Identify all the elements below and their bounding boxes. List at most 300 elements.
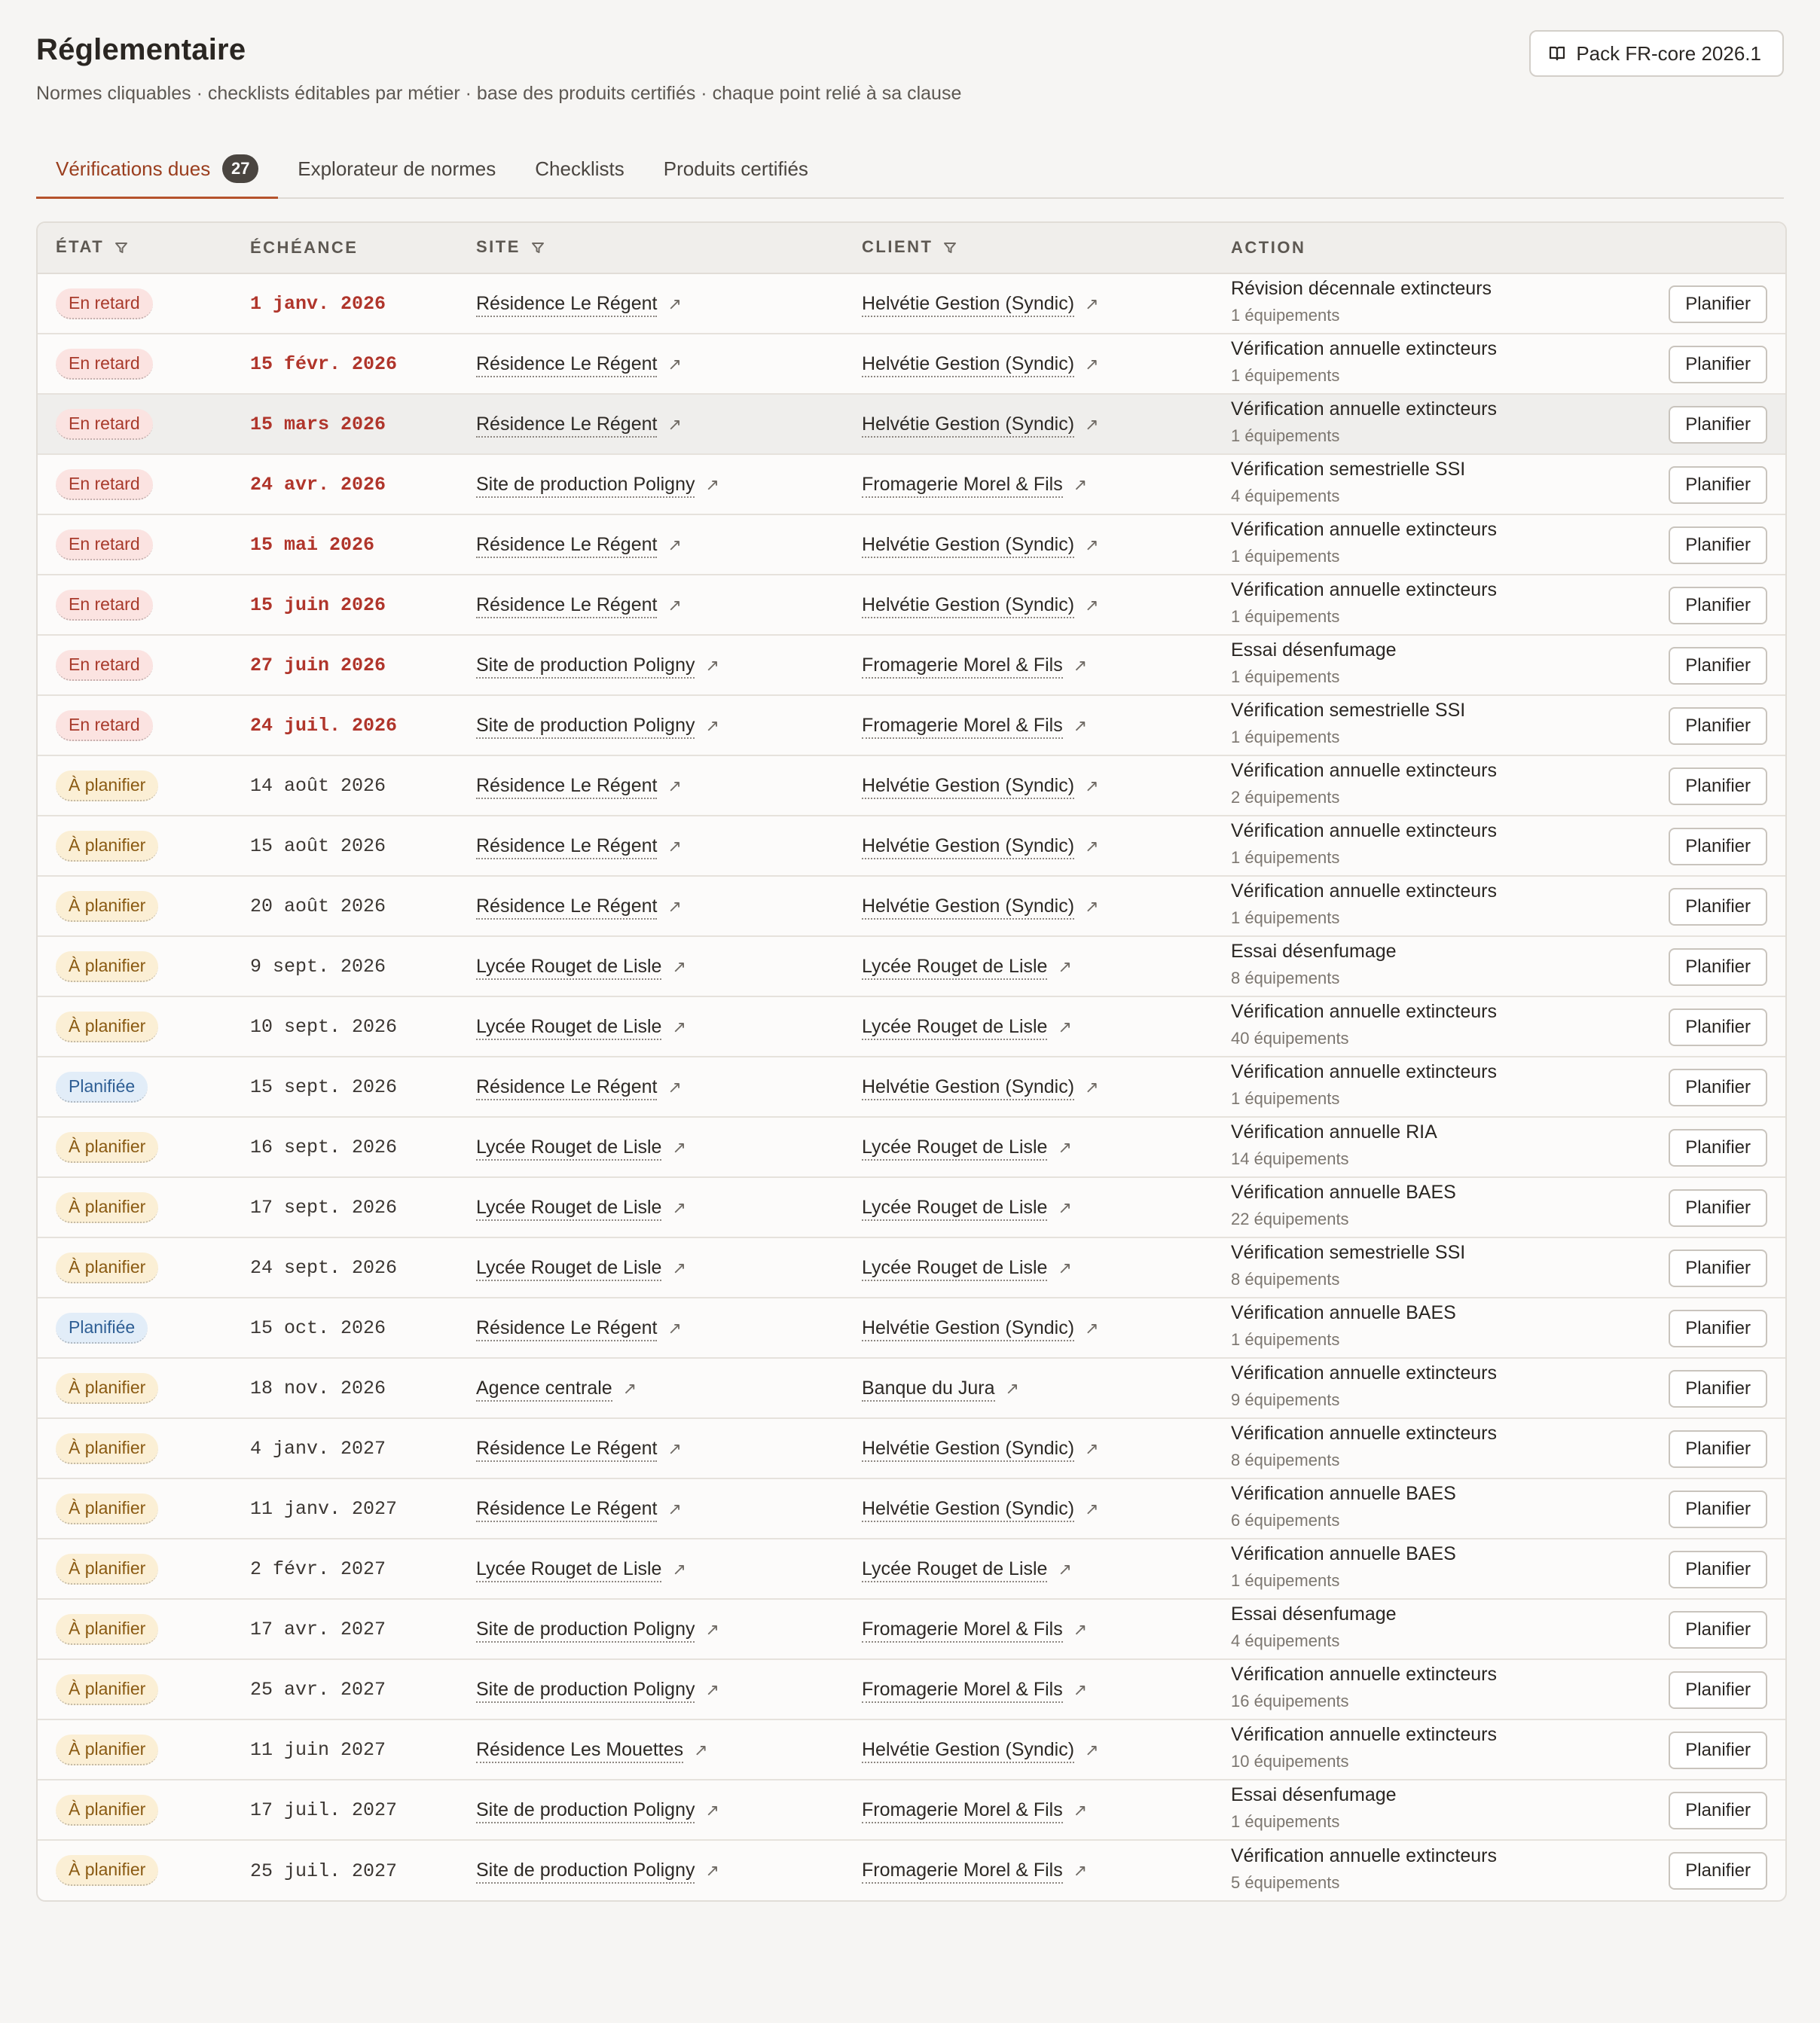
client-link[interactable]: Lycée Rouget de Lisle	[862, 1558, 1047, 1582]
external-link-icon[interactable]: ↗	[705, 1800, 719, 1820]
site-link[interactable]: Résidence Le Régent	[476, 534, 657, 558]
external-link-icon[interactable]: ↗	[667, 836, 682, 856]
table-row	[38, 1719, 1785, 1780]
site-link[interactable]: Résidence Le Régent	[476, 353, 657, 377]
client-link[interactable]: Helvétie Gestion (Syndic)	[862, 353, 1074, 377]
due-date-cell	[232, 1418, 458, 1478]
planifier-button[interactable]: Planifier	[1669, 1370, 1767, 1408]
table-row	[38, 1599, 1785, 1659]
external-link-icon[interactable]: ↗	[667, 1318, 682, 1338]
action-title: Vérification annuelle extincteurs	[1231, 579, 1497, 600]
due-date-cell	[232, 1599, 458, 1659]
action-title: Vérification annuelle extincteurs	[1231, 398, 1497, 420]
state-cell	[38, 1780, 232, 1840]
page-subtitle: Normes cliquables · checklists éditables par métier · base des produits certifiés · chaque point relié à sa clause	[36, 83, 962, 104]
action-cell	[1213, 334, 1785, 394]
action-cell	[1213, 996, 1785, 1057]
tab-checklists[interactable]	[515, 140, 643, 197]
action-cell	[1213, 273, 1785, 334]
site-link[interactable]: Site de production Poligny	[476, 654, 695, 679]
planifier-button[interactable]: Planifier	[1669, 1732, 1767, 1769]
external-link-icon[interactable]: ↗	[1085, 776, 1099, 795]
table-row	[38, 755, 1785, 816]
planifier-button[interactable]: Planifier	[1669, 1129, 1767, 1167]
table-row	[38, 1659, 1785, 1719]
external-link-icon[interactable]: ↗	[1085, 354, 1099, 374]
client-link[interactable]: Helvétie Gestion (Syndic)	[862, 835, 1074, 859]
table-row	[38, 1177, 1785, 1237]
planifier-button[interactable]: Planifier	[1669, 1611, 1767, 1649]
external-link-icon[interactable]: ↗	[672, 1017, 686, 1036]
due-date-cell	[232, 1478, 458, 1539]
site-link[interactable]: Résidence Le Régent	[476, 1498, 657, 1522]
equipment-count: 14 équipements	[1231, 1149, 1349, 1168]
action-title: Vérification annuelle extincteurs	[1231, 1001, 1497, 1022]
client-link[interactable]: Helvétie Gestion (Syndic)	[862, 1076, 1074, 1100]
site-link[interactable]: Lycée Rouget de Lisle	[476, 1558, 661, 1582]
column-header-site: SITE	[458, 223, 844, 273]
status-badge: À planifier	[56, 1494, 158, 1524]
client-link[interactable]: Fromagerie Morel & Fils	[862, 474, 1063, 498]
client-cell	[844, 1117, 1213, 1177]
site-cell	[458, 635, 844, 695]
client-cell	[844, 1478, 1213, 1539]
due-date-cell	[232, 876, 458, 936]
due-date-cell	[232, 635, 458, 695]
external-link-icon[interactable]: ↗	[672, 1258, 686, 1277]
tab-bar	[36, 140, 1784, 199]
external-link-icon[interactable]: ↗	[1058, 1017, 1072, 1036]
state-cell	[38, 936, 232, 996]
external-link-icon[interactable]: ↗	[1073, 1619, 1088, 1639]
site-link[interactable]: Site de production Poligny	[476, 1619, 695, 1643]
external-link-icon[interactable]: ↗	[622, 1378, 637, 1398]
equipment-count: 40 équipements	[1231, 1029, 1349, 1048]
filter-icon[interactable]	[531, 240, 545, 259]
external-link-icon[interactable]: ↗	[667, 294, 682, 313]
client-link[interactable]: Fromagerie Morel & Fils	[862, 654, 1063, 679]
status-badge: À planifier	[56, 951, 158, 982]
external-link-icon[interactable]: ↗	[705, 1619, 719, 1639]
external-link-icon[interactable]: ↗	[1085, 414, 1099, 434]
due-date: 11 juin 2027	[250, 1739, 386, 1761]
state-cell	[38, 1599, 232, 1659]
state-cell	[38, 816, 232, 876]
external-link-icon[interactable]: ↗	[1058, 1559, 1072, 1579]
client-link[interactable]: Lycée Rouget de Lisle	[862, 1137, 1047, 1161]
status-badge: En retard	[56, 590, 153, 621]
action-title: Essai désenfumage	[1231, 1603, 1397, 1625]
site-link[interactable]: Site de production Poligny	[476, 1860, 695, 1884]
planifier-button[interactable]: Planifier	[1669, 346, 1767, 383]
state-cell	[38, 454, 232, 514]
client-link[interactable]: Fromagerie Morel & Fils	[862, 1619, 1063, 1643]
planifier-button[interactable]: Planifier	[1669, 948, 1767, 986]
state-cell	[38, 1840, 232, 1900]
planifier-button[interactable]: Planifier	[1669, 526, 1767, 564]
due-date: 15 oct. 2026	[250, 1317, 386, 1339]
status-badge: À planifier	[56, 1012, 158, 1042]
action-cell	[1213, 755, 1785, 816]
external-link-icon[interactable]: ↗	[1085, 595, 1099, 615]
equipment-count: 4 équipements	[1231, 1631, 1340, 1650]
client-cell	[844, 1539, 1213, 1599]
planifier-button[interactable]: Planifier	[1669, 1310, 1767, 1347]
action-cell	[1213, 1298, 1785, 1358]
due-date: 11 janv. 2027	[250, 1498, 398, 1520]
external-link-icon[interactable]: ↗	[1085, 1439, 1099, 1458]
action-cell	[1213, 1358, 1785, 1418]
external-link-icon[interactable]: ↗	[1085, 836, 1099, 856]
client-cell	[844, 996, 1213, 1057]
state-cell	[38, 273, 232, 334]
client-cell	[844, 1358, 1213, 1418]
external-link-icon[interactable]: ↗	[667, 1499, 682, 1518]
pack-button[interactable]	[1529, 30, 1784, 77]
state-cell	[38, 695, 232, 755]
filter-icon[interactable]	[943, 240, 957, 259]
tab-produits-certifies[interactable]	[644, 140, 828, 197]
status-badge: À planifier	[56, 1855, 158, 1886]
action-title: Vérification annuelle RIA	[1231, 1121, 1437, 1143]
client-link[interactable]: Helvétie Gestion (Syndic)	[862, 293, 1074, 317]
site-link[interactable]: Lycée Rouget de Lisle	[476, 956, 661, 980]
tab-explorateur-normes[interactable]	[278, 140, 515, 197]
external-link-icon[interactable]: ↗	[1085, 1740, 1099, 1759]
external-link-icon[interactable]: ↗	[1073, 716, 1088, 735]
client-cell	[844, 1659, 1213, 1719]
due-date: 15 août 2026	[250, 835, 386, 857]
equipment-count: 1 équipements	[1231, 426, 1340, 445]
external-link-icon[interactable]: ↗	[1073, 1800, 1088, 1820]
state-cell	[38, 996, 232, 1057]
external-link-icon[interactable]: ↗	[672, 1137, 686, 1157]
site-link[interactable]: Site de production Poligny	[476, 715, 695, 739]
external-link-icon[interactable]: ↗	[672, 1198, 686, 1217]
site-link[interactable]: Résidence Le Régent	[476, 293, 657, 317]
planifier-button[interactable]: Planifier	[1669, 707, 1767, 745]
due-date-cell	[232, 1840, 458, 1900]
external-link-icon[interactable]: ↗	[1085, 294, 1099, 313]
client-link[interactable]: Helvétie Gestion (Syndic)	[862, 413, 1074, 438]
book-icon	[1549, 45, 1565, 62]
state-cell	[38, 755, 232, 816]
site-link[interactable]: Résidence Le Régent	[476, 1317, 657, 1341]
table-row	[38, 1478, 1785, 1539]
client-cell	[844, 454, 1213, 514]
external-link-icon[interactable]: ↗	[705, 1861, 719, 1880]
site-cell	[458, 454, 844, 514]
site-link[interactable]: Lycée Rouget de Lisle	[476, 1257, 661, 1281]
external-link-icon[interactable]: ↗	[705, 716, 719, 735]
table-row	[38, 1117, 1785, 1177]
due-date-cell	[232, 1539, 458, 1599]
table-row	[38, 1539, 1785, 1599]
client-link[interactable]: Fromagerie Morel & Fils	[862, 1679, 1063, 1703]
equipment-count: 4 équipements	[1231, 487, 1340, 505]
equipment-count: 1 équipements	[1231, 607, 1340, 626]
site-cell	[458, 816, 844, 876]
planifier-button[interactable]: Planifier	[1669, 1491, 1767, 1528]
due-date-cell	[232, 996, 458, 1057]
site-cell	[458, 514, 844, 575]
planifier-button[interactable]: Planifier	[1669, 1671, 1767, 1709]
table-row	[38, 1057, 1785, 1117]
client-link[interactable]: Helvétie Gestion (Syndic)	[862, 534, 1074, 558]
due-date: 17 avr. 2027	[250, 1619, 386, 1640]
external-link-icon[interactable]: ↗	[1085, 1318, 1099, 1338]
client-link[interactable]: Lycée Rouget de Lisle	[862, 1016, 1047, 1040]
due-date-cell	[232, 575, 458, 635]
planifier-button[interactable]: Planifier	[1669, 1551, 1767, 1588]
status-badge: Planifiée	[56, 1072, 148, 1103]
client-link[interactable]: Helvétie Gestion (Syndic)	[862, 1498, 1074, 1522]
planifier-button[interactable]: Planifier	[1669, 828, 1767, 865]
site-link[interactable]: Résidence Le Régent	[476, 594, 657, 618]
verifications-table-card	[36, 221, 1787, 1902]
tab-label: Explorateur de normes	[298, 157, 496, 180]
planifier-button[interactable]: Planifier	[1669, 406, 1767, 444]
external-link-icon[interactable]: ↗	[1085, 535, 1099, 554]
external-link-icon[interactable]: ↗	[667, 896, 682, 916]
external-link-icon[interactable]: ↗	[1058, 1198, 1072, 1217]
status-badge: À planifier	[56, 1192, 158, 1223]
site-cell	[458, 1298, 844, 1358]
action-title: Vérification annuelle extincteurs	[1231, 1724, 1497, 1745]
external-link-icon[interactable]: ↗	[1085, 1077, 1099, 1097]
action-title: Vérification annuelle extincteurs	[1231, 1362, 1497, 1384]
action-cell	[1213, 1237, 1785, 1298]
equipment-count: 1 équipements	[1231, 1812, 1340, 1831]
external-link-icon[interactable]: ↗	[667, 354, 682, 374]
site-cell	[458, 876, 844, 936]
due-date: 25 avr. 2027	[250, 1679, 386, 1701]
planifier-button[interactable]: Planifier	[1669, 1792, 1767, 1829]
external-link-icon[interactable]: ↗	[694, 1740, 708, 1759]
equipment-count: 22 équipements	[1231, 1210, 1349, 1228]
client-link[interactable]: Fromagerie Morel & Fils	[862, 1860, 1063, 1884]
external-link-icon[interactable]: ↗	[705, 655, 719, 675]
external-link-icon[interactable]: ↗	[672, 1559, 686, 1579]
client-link[interactable]: Lycée Rouget de Lisle	[862, 1257, 1047, 1281]
site-link[interactable]: Site de production Poligny	[476, 474, 695, 498]
pack-button-label: Pack FR-core 2026.1	[1576, 41, 1761, 65]
table-row	[38, 1840, 1785, 1900]
site-link[interactable]: Résidence Les Mouettes	[476, 1739, 683, 1763]
due-date-cell	[232, 1719, 458, 1780]
client-link[interactable]: Helvétie Gestion (Syndic)	[862, 1739, 1074, 1763]
site-cell	[458, 1478, 844, 1539]
action-title: Révision décennale extincteurs	[1231, 278, 1492, 299]
external-link-icon[interactable]: ↗	[1058, 1258, 1072, 1277]
external-link-icon[interactable]: ↗	[1058, 957, 1072, 976]
client-link[interactable]: Lycée Rouget de Lisle	[862, 956, 1047, 980]
table-row	[38, 454, 1785, 514]
site-link[interactable]: Résidence Le Régent	[476, 896, 657, 920]
site-cell	[458, 1237, 844, 1298]
site-link[interactable]: Résidence Le Régent	[476, 413, 657, 438]
tab-verifications-dues[interactable]	[36, 140, 278, 197]
planifier-button[interactable]: Planifier	[1669, 767, 1767, 805]
client-link[interactable]: Banque du Jura	[862, 1378, 995, 1402]
planifier-button[interactable]: Planifier	[1669, 1250, 1767, 1287]
client-cell	[844, 575, 1213, 635]
status-badge: En retard	[56, 288, 153, 319]
due-date-cell	[232, 1177, 458, 1237]
client-cell	[844, 876, 1213, 936]
client-cell	[844, 1840, 1213, 1900]
site-link[interactable]: Site de production Poligny	[476, 1799, 695, 1823]
planifier-button[interactable]: Planifier	[1669, 1430, 1767, 1468]
planifier-button[interactable]: Planifier	[1669, 888, 1767, 926]
action-title: Vérification annuelle extincteurs	[1231, 880, 1497, 902]
external-link-icon[interactable]: ↗	[672, 957, 686, 976]
state-cell	[38, 1358, 232, 1418]
external-link-icon[interactable]: ↗	[667, 776, 682, 795]
planifier-button[interactable]: Planifier	[1669, 285, 1767, 323]
action-cell	[1213, 1780, 1785, 1840]
client-cell	[844, 1418, 1213, 1478]
external-link-icon[interactable]: ↗	[667, 1077, 682, 1097]
external-link-icon[interactable]: ↗	[1073, 474, 1088, 494]
client-cell	[844, 936, 1213, 996]
site-link[interactable]: Lycée Rouget de Lisle	[476, 1137, 661, 1161]
due-date: 24 avr. 2026	[250, 474, 386, 496]
equipment-count: 1 équipements	[1231, 1571, 1340, 1590]
client-link[interactable]: Helvétie Gestion (Syndic)	[862, 775, 1074, 799]
site-cell	[458, 1599, 844, 1659]
due-date: 27 juin 2026	[250, 654, 386, 676]
client-cell	[844, 816, 1213, 876]
client-link[interactable]: Lycée Rouget de Lisle	[862, 1197, 1047, 1221]
action-title: Vérification annuelle BAES	[1231, 1543, 1456, 1564]
status-badge: À planifier	[56, 1735, 158, 1765]
action-cell	[1213, 514, 1785, 575]
status-badge: En retard	[56, 349, 153, 380]
due-date: 24 juil. 2026	[250, 715, 398, 737]
state-cell	[38, 1539, 232, 1599]
site-cell	[458, 1418, 844, 1478]
external-link-icon[interactable]: ↗	[1085, 896, 1099, 916]
external-link-icon[interactable]: ↗	[667, 1439, 682, 1458]
due-date-cell	[232, 695, 458, 755]
site-link[interactable]: Lycée Rouget de Lisle	[476, 1016, 661, 1040]
external-link-icon[interactable]: ↗	[1005, 1378, 1019, 1398]
client-link[interactable]: Fromagerie Morel & Fils	[862, 715, 1063, 739]
site-cell	[458, 394, 844, 454]
planifier-button[interactable]: Planifier	[1669, 466, 1767, 504]
due-date-cell	[232, 1659, 458, 1719]
state-cell	[38, 1237, 232, 1298]
planifier-button[interactable]: Planifier	[1669, 587, 1767, 624]
site-cell	[458, 334, 844, 394]
action-title: Essai désenfumage	[1231, 639, 1397, 661]
equipment-count: 1 équipements	[1231, 1089, 1340, 1108]
external-link-icon[interactable]: ↗	[667, 595, 682, 615]
table-row	[38, 514, 1785, 575]
tab-label: Checklists	[535, 157, 624, 180]
table-row	[38, 936, 1785, 996]
planifier-button[interactable]: Planifier	[1669, 1852, 1767, 1890]
client-link[interactable]: Helvétie Gestion (Syndic)	[862, 1317, 1074, 1341]
action-cell	[1213, 1599, 1785, 1659]
column-header-action: ACTION	[1213, 223, 1785, 273]
tab-label: Produits certifiés	[663, 157, 808, 180]
status-badge: En retard	[56, 469, 153, 500]
client-link[interactable]: Helvétie Gestion (Syndic)	[862, 594, 1074, 618]
state-cell	[38, 1418, 232, 1478]
filter-icon[interactable]	[115, 240, 128, 259]
site-link[interactable]: Lycée Rouget de Lisle	[476, 1197, 661, 1221]
site-link[interactable]: Résidence Le Régent	[476, 1076, 657, 1100]
due-date-cell	[232, 1298, 458, 1358]
state-cell	[38, 1177, 232, 1237]
site-link[interactable]: Résidence Le Régent	[476, 1438, 657, 1462]
planifier-button[interactable]: Planifier	[1669, 647, 1767, 685]
equipment-count: 1 équipements	[1231, 908, 1340, 927]
planifier-button[interactable]: Planifier	[1669, 1189, 1767, 1227]
action-title: Vérification annuelle extincteurs	[1231, 1844, 1497, 1866]
site-link[interactable]: Site de production Poligny	[476, 1679, 695, 1703]
planifier-button[interactable]: Planifier	[1669, 1008, 1767, 1046]
due-date-cell	[232, 816, 458, 876]
status-badge: En retard	[56, 710, 153, 741]
table-row	[38, 273, 1785, 334]
site-link[interactable]: Agence centrale	[476, 1378, 612, 1402]
table-row	[38, 1298, 1785, 1358]
action-cell	[1213, 575, 1785, 635]
state-cell	[38, 1298, 232, 1358]
action-cell	[1213, 1478, 1785, 1539]
action-cell	[1213, 1719, 1785, 1780]
due-date-cell	[232, 454, 458, 514]
external-link-icon[interactable]: ↗	[1058, 1137, 1072, 1157]
due-date: 17 juil. 2027	[250, 1799, 398, 1821]
due-date: 15 mars 2026	[250, 413, 386, 435]
client-link[interactable]: Fromagerie Morel & Fils	[862, 1799, 1063, 1823]
external-link-icon[interactable]: ↗	[1073, 1861, 1088, 1880]
external-link-icon[interactable]: ↗	[705, 1680, 719, 1699]
table-row	[38, 635, 1785, 695]
external-link-icon[interactable]: ↗	[667, 414, 682, 434]
due-date-cell	[232, 1117, 458, 1177]
client-link[interactable]: Helvétie Gestion (Syndic)	[862, 896, 1074, 920]
external-link-icon[interactable]: ↗	[1073, 655, 1088, 675]
action-title: Vérification semestrielle SSI	[1231, 700, 1466, 721]
table-row	[38, 876, 1785, 936]
site-link[interactable]: Résidence Le Régent	[476, 775, 657, 799]
external-link-icon[interactable]: ↗	[705, 474, 719, 494]
external-link-icon[interactable]: ↗	[667, 535, 682, 554]
equipment-count: 1 équipements	[1231, 306, 1340, 325]
external-link-icon[interactable]: ↗	[1073, 1680, 1088, 1699]
planifier-button[interactable]: Planifier	[1669, 1069, 1767, 1106]
external-link-icon[interactable]: ↗	[1085, 1499, 1099, 1518]
due-date: 24 sept. 2026	[250, 1257, 398, 1279]
tab-count-badge: 27	[222, 154, 258, 183]
site-cell	[458, 1780, 844, 1840]
state-cell	[38, 635, 232, 695]
equipment-count: 1 équipements	[1231, 848, 1340, 867]
site-link[interactable]: Résidence Le Régent	[476, 835, 657, 859]
action-cell	[1213, 816, 1785, 876]
equipment-count: 16 équipements	[1231, 1692, 1349, 1710]
action-cell	[1213, 876, 1785, 936]
client-link[interactable]: Helvétie Gestion (Syndic)	[862, 1438, 1074, 1462]
action-cell	[1213, 695, 1785, 755]
due-date: 9 sept. 2026	[250, 956, 386, 978]
action-title: Essai désenfumage	[1231, 941, 1397, 962]
